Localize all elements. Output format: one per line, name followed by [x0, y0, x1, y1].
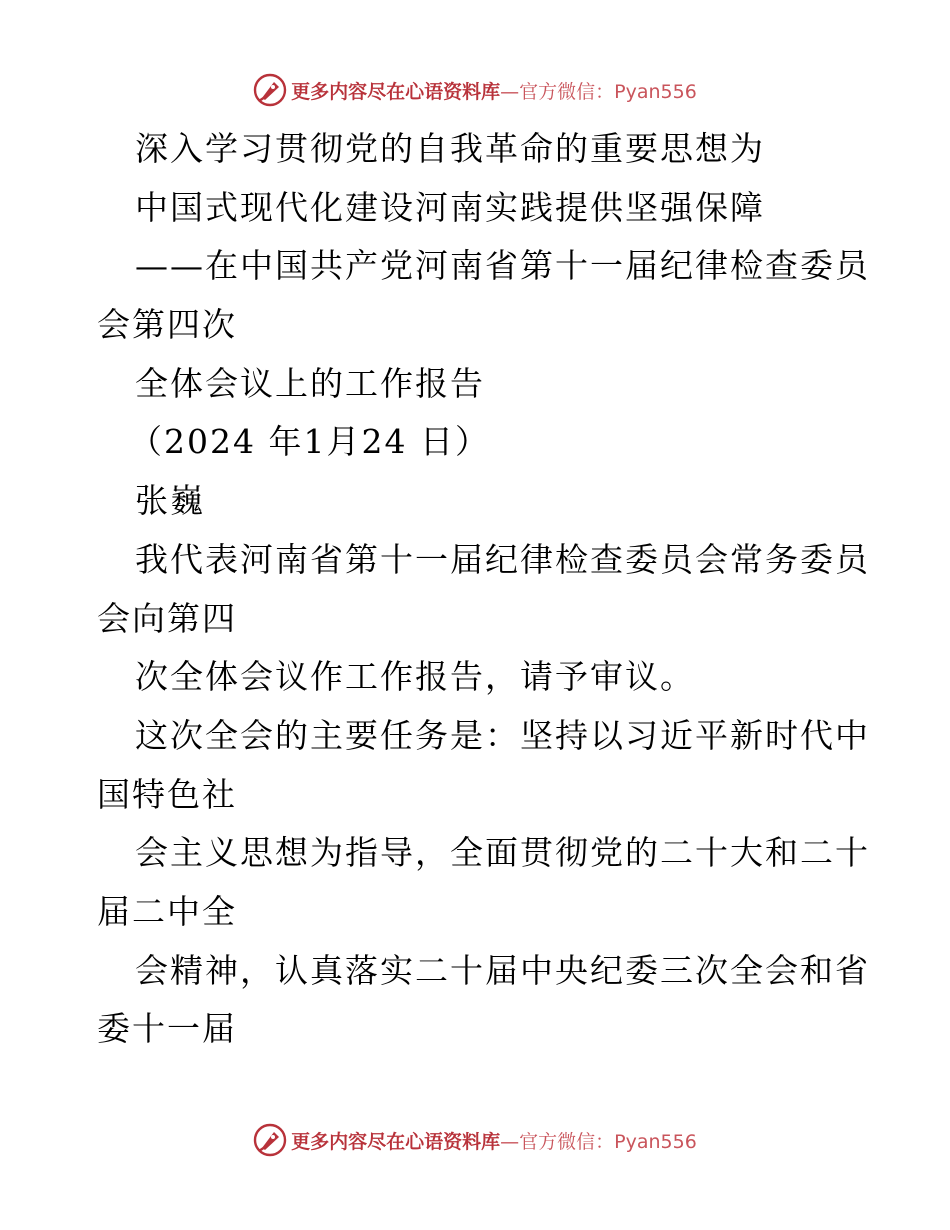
- pen-nib-logo-icon: [253, 1123, 287, 1157]
- watermark-site-text: 更多内容尽在心语资料库: [291, 1130, 501, 1153]
- watermark-footer: [0, 1120, 950, 1160]
- subtitle-line-3: 全体会议上的工作报告: [135, 363, 485, 403]
- paragraph-line: 届二中全: [97, 891, 237, 931]
- subtitle-line-1: ——在中国共产党河南省第十一届纪律检查委员: [135, 246, 870, 286]
- watermark-header: [0, 70, 950, 110]
- watermark-dash: —: [500, 80, 520, 103]
- paragraph-line: 会精神，认真落实二十届中央纪委三次全会和省: [135, 950, 870, 990]
- pen-nib-logo-icon: [253, 73, 287, 107]
- paragraph-line: 国特色社: [97, 774, 237, 814]
- paragraph-line: 会向第四: [97, 598, 237, 638]
- watermark-site-text: 更多内容尽在心语资料库: [291, 80, 501, 103]
- watermark-wechat-text: 官方微信：Pyan556: [519, 80, 697, 103]
- paragraph-line: 委十一届: [97, 1009, 237, 1049]
- paragraph-line: 会主义思想为指导，全面贯彻党的二十大和二十: [135, 833, 870, 873]
- watermark-dash: —: [500, 1130, 520, 1153]
- author-line: 张巍: [135, 481, 205, 521]
- document-body: [97, 120, 870, 1059]
- subtitle-line-2: 会第四次: [97, 305, 237, 345]
- date-line: （2024 年1月24 日）: [129, 422, 490, 462]
- paragraph-line: 次全体会议作工作报告，请予审议。: [135, 657, 695, 697]
- title-line-2: 中国式现代化建设河南实践提供坚强保障: [135, 187, 765, 227]
- watermark-wechat-text: 官方微信：Pyan556: [519, 1130, 697, 1153]
- title-line-1: 深入学习贯彻党的自我革命的重要思想为: [135, 129, 765, 168]
- paragraph-line: 我代表河南省第十一届纪律检查委员会常务委员: [135, 539, 870, 579]
- paragraph-line: 这次全会的主要任务是：坚持以习近平新时代中: [135, 715, 870, 755]
